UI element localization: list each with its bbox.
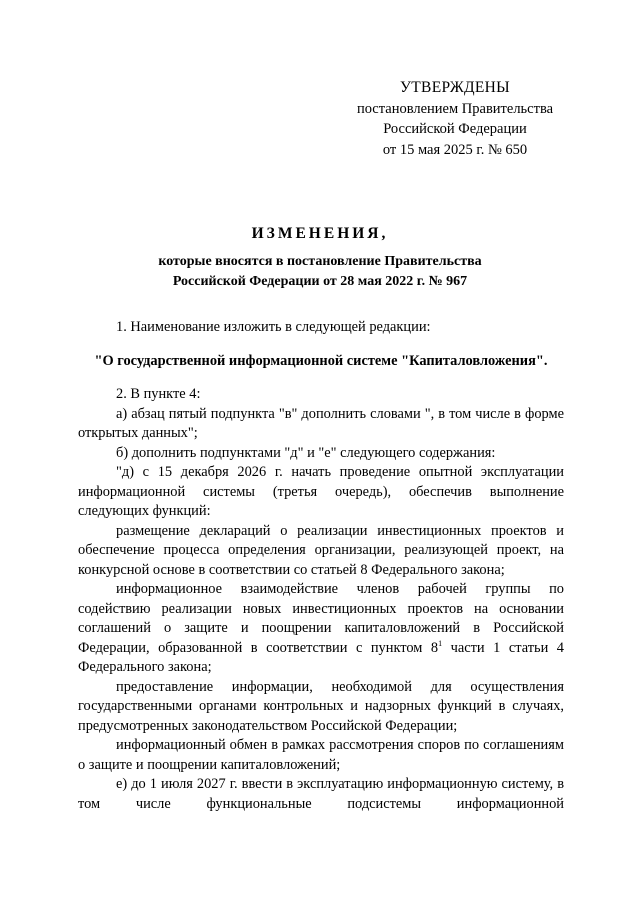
paragraph-item-2e: е) до 1 июля 2027 г. ввести в эксплуатацию информационную систему, в том числе функциональные подсистемы информационной [78, 776, 564, 812]
document-title: ИЗМЕНЕНИЯ, [251, 225, 389, 242]
function-2-text: информационное взаимодействие членов рабочей группы по содействию реализации новых инвестиционных проектов на основании соглашений о защите и поощрении капиталовложений в Российской Федерации, образованной в соответствии с пунктом 8 [78, 581, 564, 656]
subtitle-line: Российской Федерации от 28 мая 2022 г. № 967 [172, 274, 468, 289]
function-2-text-end: части 1 статьи 4 Федерального закона; [78, 639, 564, 675]
paragraph-item-1: 1. Наименование изложить в следующей редакции: [116, 319, 431, 335]
paragraph-function-4: информационный обмен в рамках рассмотрения споров по соглашениям о защите и поощрении капиталовложений; [78, 737, 564, 773]
approval-line: постановлением Правительства [356, 100, 554, 117]
approval-line: Российской Федерации [383, 121, 527, 137]
paragraph-item-1-quote: "О государственной информационной системе "Капиталовложения". [94, 352, 548, 369]
paragraph-item-2: 2. В пункте 4: [116, 386, 201, 402]
subtitle-line: которые вносятся в постановление Правительства [158, 254, 482, 269]
paragraph-item-2d: "д) с 15 декабря 2026 г. начать проведение опытной эксплуатации информационной системы (третья очередь), обеспечив выполнение следующих функций: [78, 464, 564, 519]
approval-date: от 15 мая 2025 г. № 650 [382, 141, 528, 158]
document-body [78, 318, 564, 814]
paragraph-function-3: предоставление информации, необходимой для осуществления государственными органами контрольных и надзорных функций в случаях, предусмотренных законодательством Российской Федерации; [78, 678, 564, 734]
approval-title: УТВЕРЖДЕНЫ [400, 79, 510, 96]
paragraph-function-2 [78, 580, 564, 678]
approval-stamp [350, 78, 560, 160]
paragraph-item-2b: б) дополнить подпунктами "д" и "е" следующего содержания: [116, 444, 496, 461]
paragraph-item-2a: а) абзац пятый подпункта "в" дополнить словами ", в том числе в форме открытых данных"; [78, 405, 564, 441]
document-subtitle [0, 252, 640, 292]
superscript-marker: 1 [438, 638, 443, 648]
paragraph-function-1: размещение деклараций о реализации инвестиционных проектов и обеспечение процесса определения организации, реализующей проект, на конкурсной основе в соответствии со статьей 8 Федерального закона; [78, 522, 564, 578]
